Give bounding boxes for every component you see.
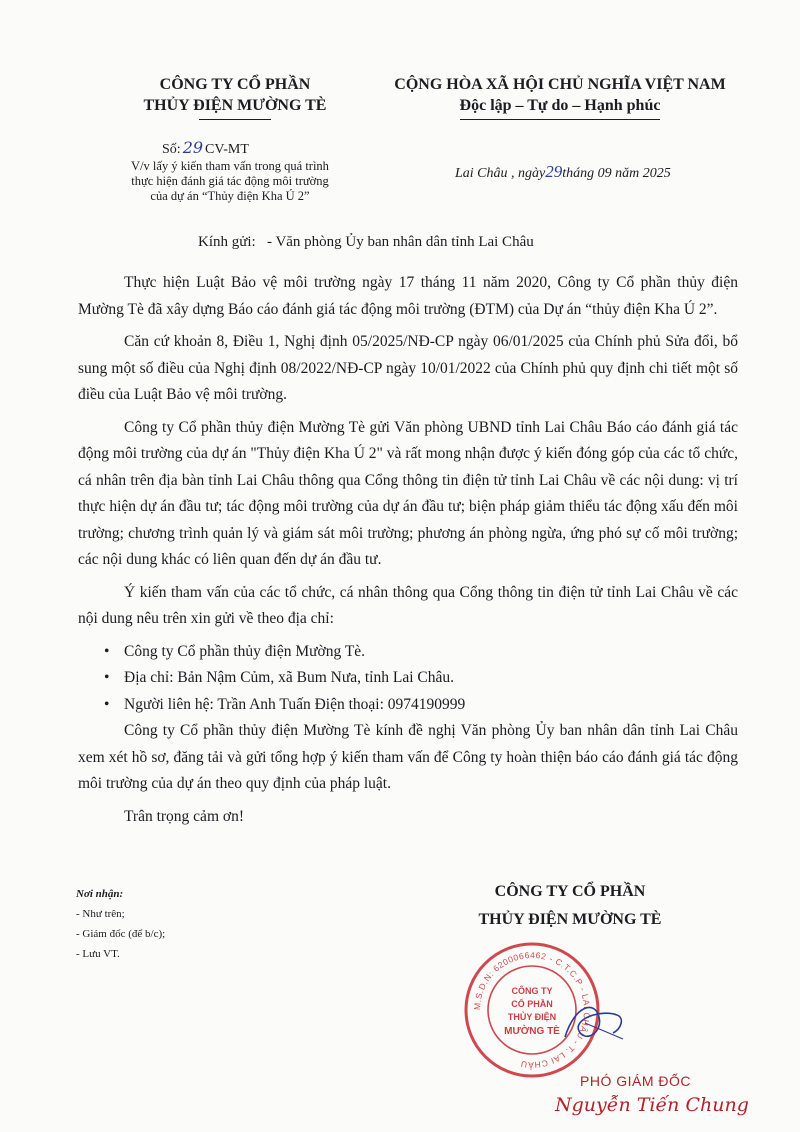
closing-paragraph: Công ty Cổ phần thủy điện Mường Tè kính đề nghị Văn phòng Ủy ban nhân dân tỉnh Lai Châu xem xét hồ sơ, đăng tải và gửi tổng hợp ý kiến tham vấn để Công ty hoàn thiện báo cáo đánh giá tác động môi trường của dự án theo quy định của pháp luật. — [78, 722, 738, 792]
seal-center-text: CÔNG TY — [511, 986, 553, 996]
recipient-item: - Lưu VT. — [76, 948, 120, 960]
place-prefix: Lai Châu , ngày — [455, 166, 546, 181]
motto: Độc lập – Tự do – Hạnh phúc — [459, 97, 661, 114]
body-paragraph: Thực hiện Luật Bảo vệ môi trường ngày 17 tháng 11 năm 2020, Công ty Cổ phần thủy điện Mường Tè đã xây dựng Báo cáo đánh giá tác động môi trường (ĐTM) của Dự án “thủy điện Kha Ú 2”. — [78, 274, 738, 318]
bullet-icon: • — [104, 695, 110, 713]
letter-body — [78, 270, 738, 836]
seal-center-text: THỦY ĐIỆN — [507, 1012, 557, 1022]
bullet-icon: • — [104, 669, 110, 686]
recipient-item: - Như trên; — [76, 908, 125, 920]
document-number — [162, 138, 249, 158]
nation-name: CỘNG HÒA XÃ HỘI CHỦ NGHĨA VIỆT NAM — [394, 76, 726, 93]
seal-ring-text: M.S.D.N: 6200066462 - C.T.C.P - LAI CHÂU - T. LAI CHÂU — [471, 949, 593, 1071]
list-item-text: Công ty Cổ phần thủy điện Mường Tè. — [124, 642, 366, 660]
thanks-line: Trân trọng cảm ơn! — [124, 807, 244, 825]
seal-center-text: MƯỜNG TÈ — [504, 1026, 560, 1037]
list-item — [78, 639, 738, 666]
company-name-line2: THỦY ĐIỆN MƯỜNG TÈ — [143, 97, 327, 114]
motto-underline — [460, 119, 661, 120]
signer-title: PHÓ GIÁM ĐỐC — [580, 1073, 692, 1089]
contact-list — [78, 639, 738, 719]
greeting — [198, 234, 534, 251]
subject-line: thực hiện đánh giá tác động môi trường — [131, 174, 329, 188]
place-suffix: tháng 09 năm 2025 — [562, 166, 671, 181]
list-item — [78, 692, 738, 719]
body-paragraph: Căn cứ khoản 8, Điều 1, Nghị định 05/2025/NĐ-CP ngày 06/01/2025 của Chính phủ Sửa đổi, bổ sung một số điều của Nghị định 08/2022/NĐ-CP ngày 10/01/2022 của Chính phủ quy định chi tiết một số điều của Luật Bảo vệ môi trường. — [78, 333, 738, 403]
recipients-block — [76, 884, 165, 964]
recipients-title: Nơi nhận: — [76, 888, 124, 900]
body-paragraph: Công ty Cổ phần thủy điện Mường Tè gửi Văn phòng UBND tỉnh Lai Châu Báo cáo đánh giá tác động môi trường của dự án "Thủy điện Kha Ú 2" và rất mong nhận được ý kiến đóng góp của các tổ chức, cá nhân trên địa bàn tỉnh Lai Châu thông qua Cổng thông tin điện tử tỉnh Lai Châu về các nội dung: vị trí thực hiện dự án đầu tư; tác động môi trường của dự án đầu tư; biện pháp giảm thiểu tác động xấu đến môi trường; chương trình quản lý và giám sát môi trường; phương án phòng ngừa, ứng phó sự cố môi trường; các nội dung khác có liên quan đến dự án đầu tư. — [78, 418, 738, 568]
company-name-line2-wrap — [144, 95, 327, 116]
signature-company-line2: THỦY ĐIỆN MƯỜNG TÈ — [478, 911, 662, 928]
place-date — [455, 162, 671, 182]
motto-wrap — [460, 95, 661, 116]
nation-header — [360, 74, 760, 116]
greeting-recipient: - Văn phòng Ủy ban nhân dân tỉnh Lai Châu — [266, 234, 534, 250]
company-underline — [199, 119, 272, 120]
subject-line: V/v lấy ý kiến tham vấn trong quá trình — [131, 159, 329, 173]
company-name-line1: CÔNG TY CỔ PHẦN — [159, 76, 311, 93]
list-item-text: Địa chỉ: Bản Nậm Củm, xã Bum Nưa, tỉnh Lai Châu. — [124, 669, 454, 686]
subject — [100, 159, 360, 204]
doc-number-handwritten: 29 — [182, 138, 204, 157]
seal-center-text: CỔ PHẦN — [511, 999, 553, 1009]
list-item — [78, 665, 738, 692]
signature-company — [450, 878, 690, 934]
signature-company-line1: CÔNG TY CỔ PHẦN — [494, 883, 646, 900]
doc-number-suffix: CV-MT — [205, 142, 249, 157]
company-header — [120, 74, 350, 116]
list-item-text: Người liên hệ: Trần Anh Tuấn Điện thoại: 0974190999 — [124, 695, 466, 713]
doc-number-prefix: Số: — [162, 142, 181, 157]
signer-name: Nguyễn Tiến Chung — [555, 1094, 749, 1116]
subject-line: của dự án “Thủy điện Kha Ú 2” — [150, 189, 310, 203]
recipient-item: - Giám đốc (để b/c); — [76, 928, 166, 940]
greeting-label: Kính gửi: — [198, 234, 256, 250]
bullet-icon: • — [104, 642, 110, 660]
body-paragraph: Ý kiến tham vấn của các tổ chức, cá nhân thông qua Cổng thông tin điện tử tỉnh Lai Châu về các nội dung nêu trên xin gửi về theo địa chỉ: — [78, 583, 738, 627]
handwritten-signature — [555, 995, 635, 1055]
date-day-handwritten: 29 — [545, 162, 563, 181]
